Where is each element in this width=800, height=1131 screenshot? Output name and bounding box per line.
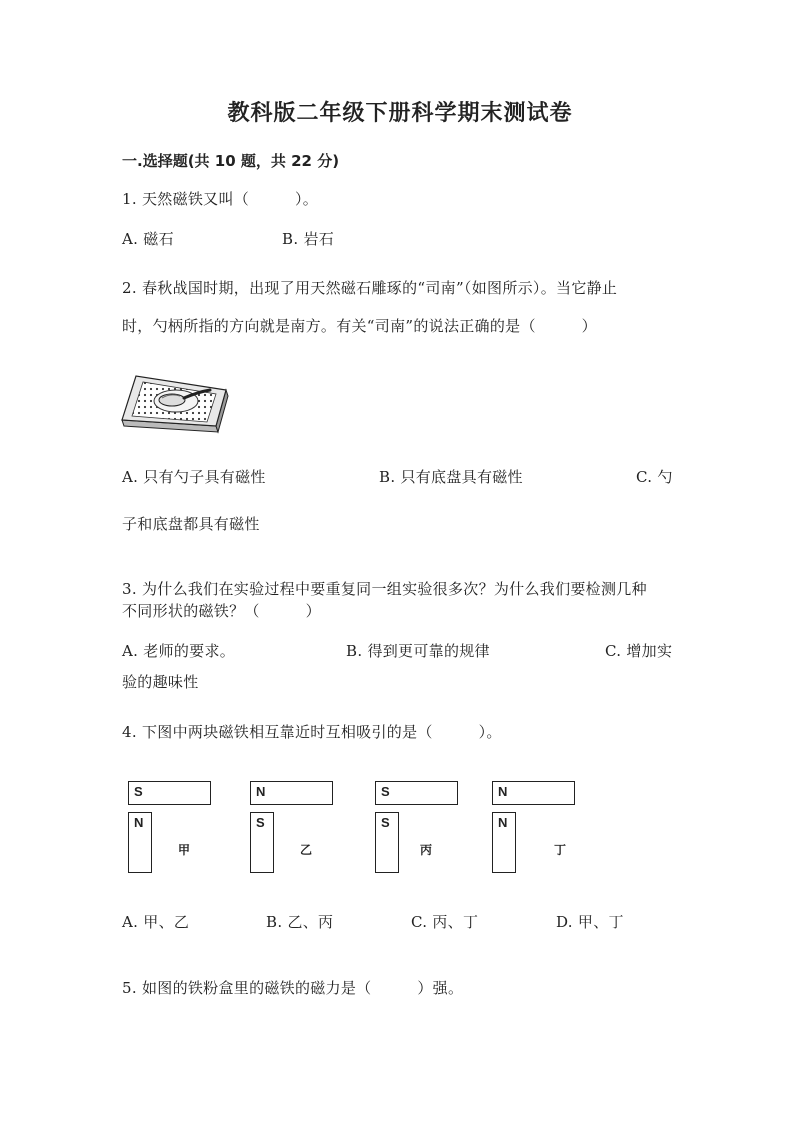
question-4-option-b: B. 乙、丙 bbox=[266, 913, 334, 931]
pole-label: N bbox=[498, 784, 508, 799]
question-2-stem-line2: 时，勺柄所指的方向就是南方。有关“司南”的说法正确的是（ ） bbox=[122, 317, 597, 335]
magnet-vertical bbox=[492, 812, 516, 873]
question-2-option-a: A. 只有勺子具有磁性 bbox=[122, 468, 266, 486]
pole-label: S bbox=[381, 784, 390, 799]
magnet-pair-4 bbox=[492, 781, 576, 873]
magnet-pair-3 bbox=[375, 781, 459, 873]
question-1-option-a: A. 磁石 bbox=[122, 230, 174, 248]
question-4-option-d: D. 甲、丁 bbox=[556, 913, 624, 931]
magnet-pair-1 bbox=[128, 781, 212, 873]
magnet-pair-name: 乙 bbox=[300, 843, 313, 857]
question-5-stem: 5. 如图的铁粉盒里的磁铁的磁力是（ ）强。 bbox=[122, 979, 464, 997]
magnet-pair-2 bbox=[250, 781, 334, 873]
question-3-option-b: B. 得到更可靠的规律 bbox=[346, 642, 490, 660]
sinan-compass-illustration bbox=[118, 368, 230, 438]
question-3-option-c: C. 增加实 bbox=[605, 642, 673, 660]
pole-label: S bbox=[256, 815, 265, 830]
question-1-option-b: B. 岩石 bbox=[282, 230, 335, 248]
magnet-pair-name: 丁 bbox=[554, 843, 567, 857]
magnet-horizontal bbox=[250, 781, 333, 805]
question-2-option-c-wrap: 子和底盘都具有磁性 bbox=[122, 515, 260, 533]
pole-label: N bbox=[256, 784, 266, 799]
question-2-stem-line1: 2. 春秋战国时期，出现了用天然磁石雕琢的“司南”（如图所示）。当它静止 bbox=[122, 279, 618, 297]
magnet-vertical bbox=[250, 812, 274, 873]
section-heading: 一.选择题(共 10 题，共 22 分) bbox=[122, 152, 340, 170]
magnet-vertical bbox=[128, 812, 152, 873]
pole-label: N bbox=[498, 815, 508, 830]
pole-label: S bbox=[134, 784, 143, 799]
page-title: 教科版二年级下册科学期末测试卷 bbox=[227, 100, 573, 126]
question-3-stem-line1: 3. 为什么我们在实验过程中要重复同一组实验很多次？为什么我们要检测几种 bbox=[122, 580, 647, 598]
magnet-horizontal bbox=[128, 781, 211, 805]
question-2-option-c: C. 勺 bbox=[636, 468, 673, 486]
magnet-horizontal bbox=[492, 781, 575, 805]
question-4-option-a: A. 甲、乙 bbox=[122, 913, 190, 931]
question-2-option-b: B. 只有底盘具有磁性 bbox=[379, 468, 523, 486]
pole-label: N bbox=[134, 815, 144, 830]
question-3-option-a: A. 老师的要求。 bbox=[122, 642, 236, 660]
magnet-horizontal bbox=[375, 781, 458, 805]
question-1-stem: 1. 天然磁铁又叫（ ）。 bbox=[122, 190, 319, 208]
question-3-option-c-wrap: 验的趣味性 bbox=[122, 673, 199, 691]
magnet-vertical bbox=[375, 812, 399, 873]
pole-label: S bbox=[381, 815, 390, 830]
magnet-pair-name: 甲 bbox=[178, 843, 191, 857]
question-3-stem-line2: 不同形状的磁铁？（ ） bbox=[122, 602, 321, 620]
question-4-stem: 4. 下图中两块磁铁相互靠近时互相吸引的是（ ）。 bbox=[122, 723, 502, 741]
question-4-option-c: C. 丙、丁 bbox=[411, 913, 479, 931]
magnet-pair-name: 丙 bbox=[420, 843, 433, 857]
